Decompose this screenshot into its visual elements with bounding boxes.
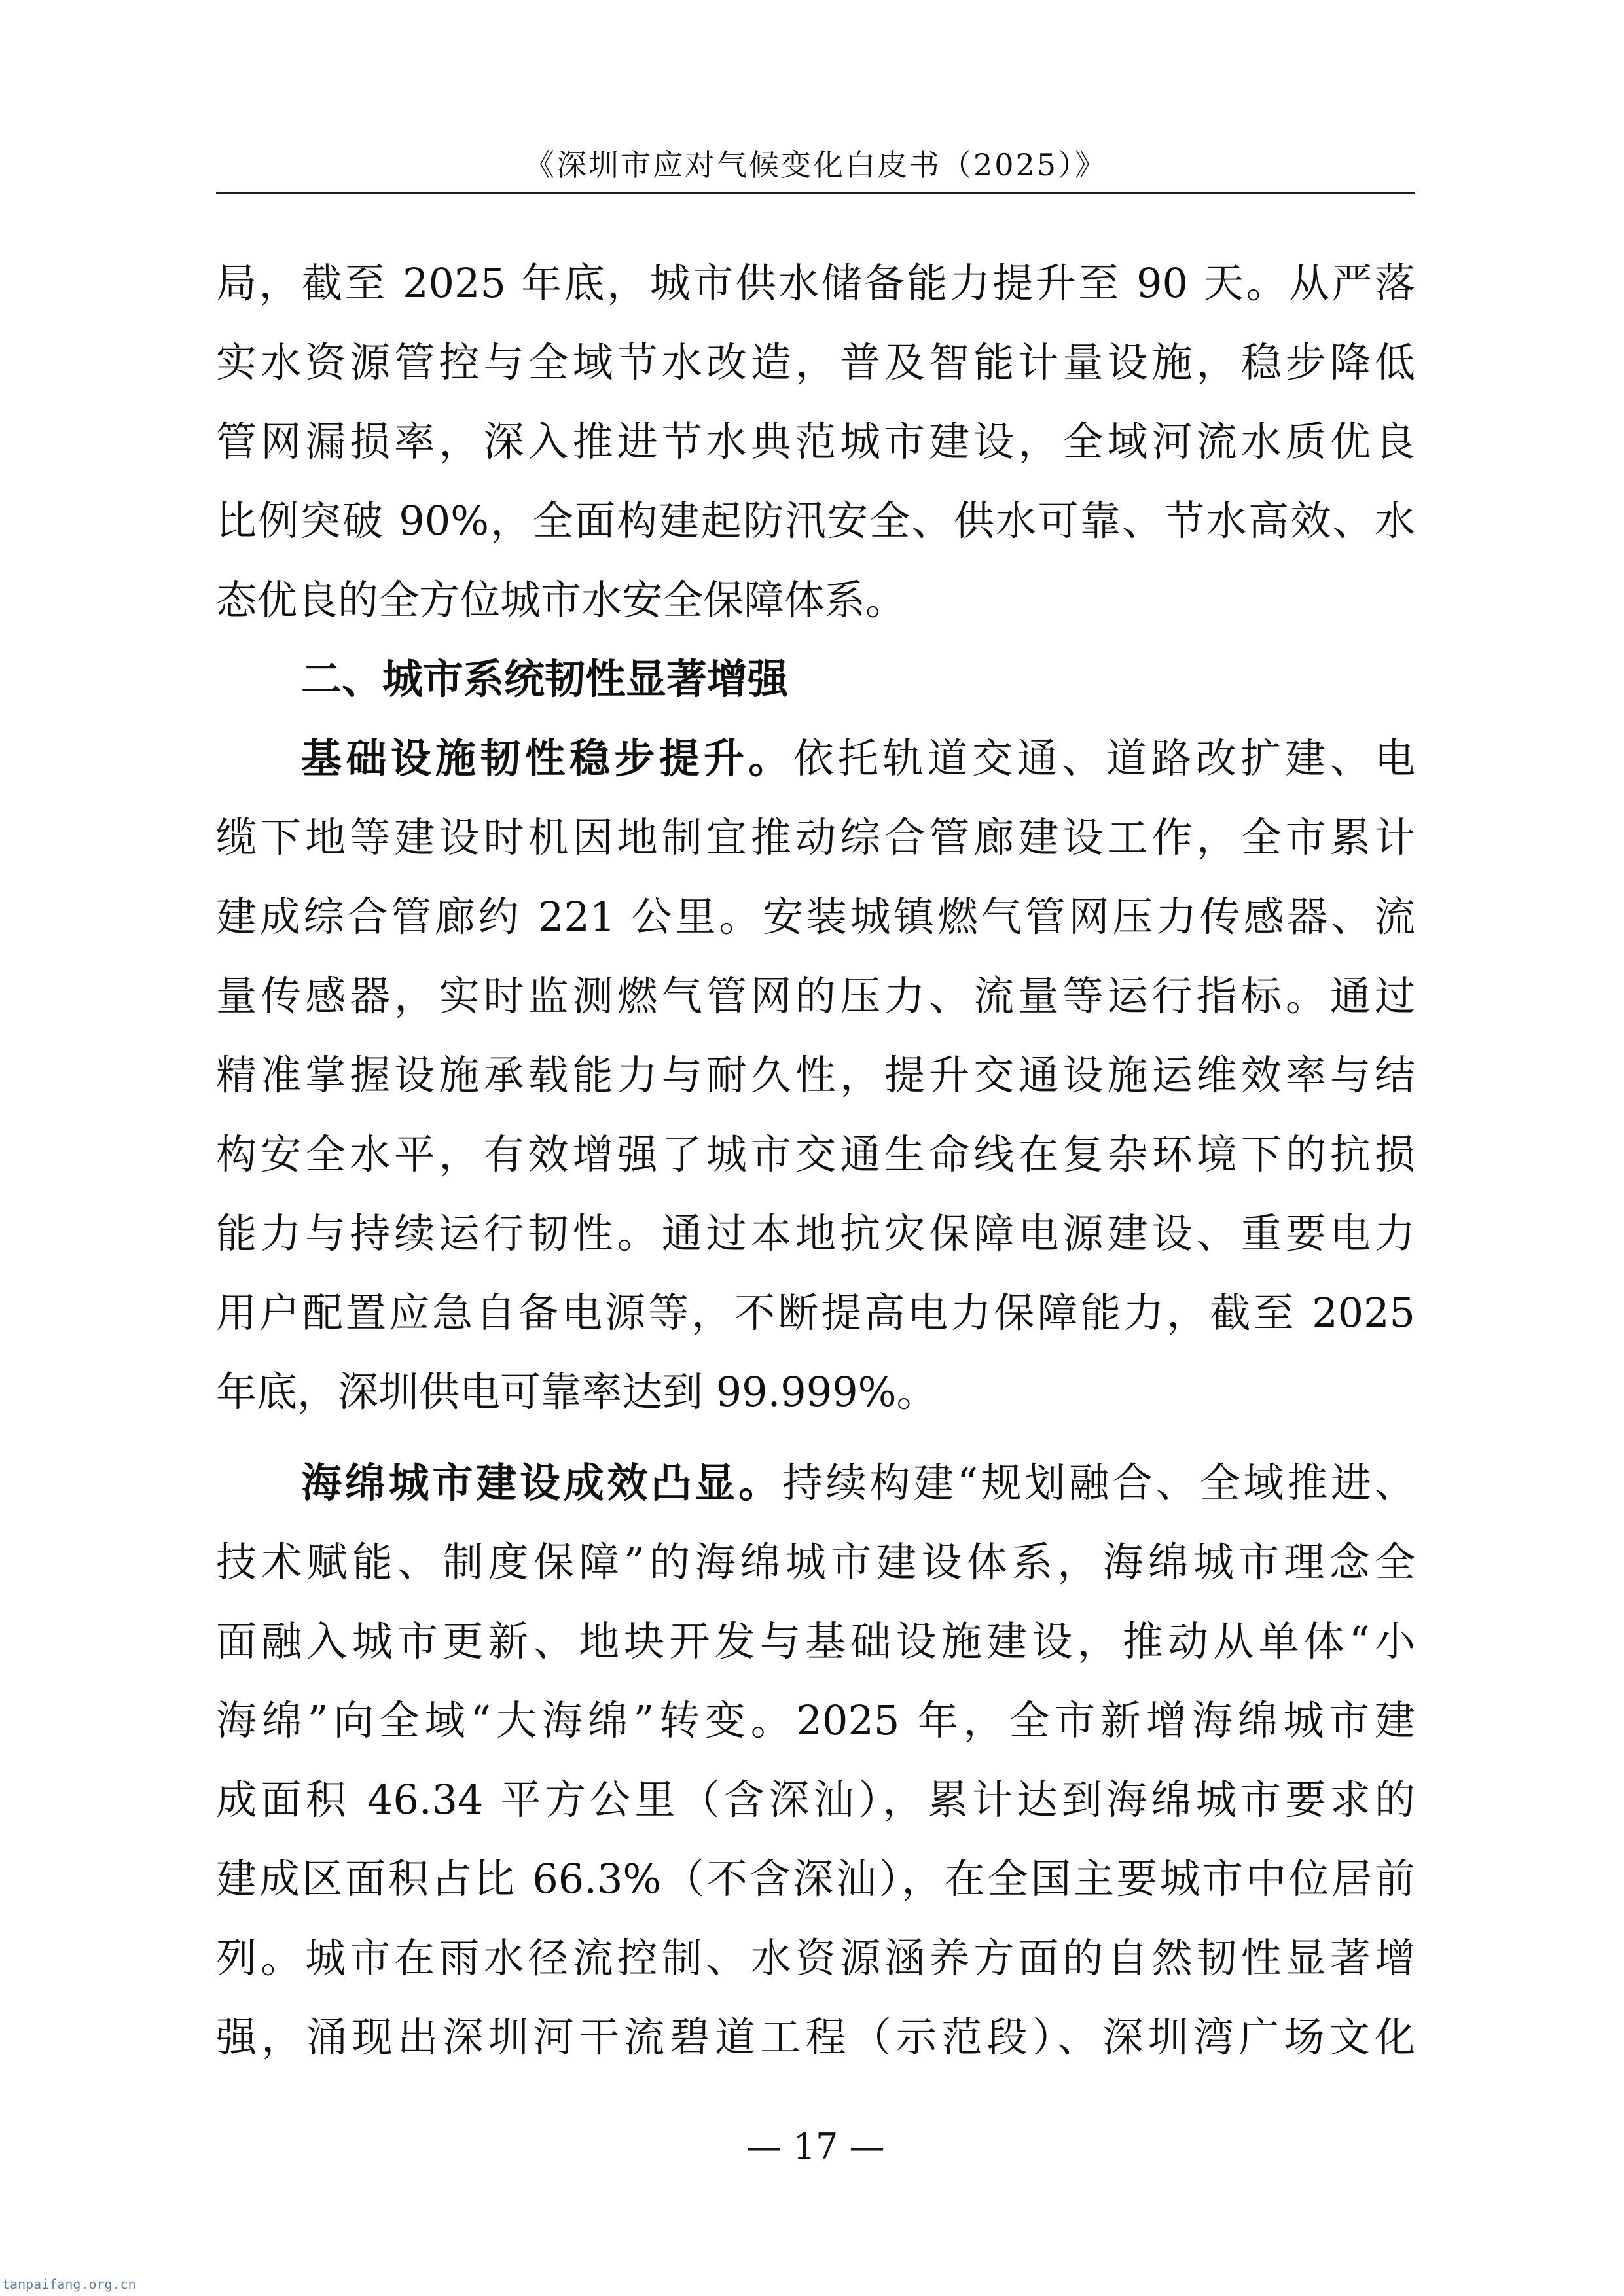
paragraph-3-first-line	[216, 1443, 1415, 1522]
paragraph-2-line: 年底，深圳供电可靠率达到 99.999%。	[216, 1368, 937, 1416]
paragraph-2-lead: 基础设施韧性稳步提升。	[301, 734, 793, 782]
page-number: — 17 —	[746, 2126, 885, 2167]
body-text	[216, 243, 1415, 2077]
paragraph-3-line: 强，涌现出深圳河干流碧道工程（示范段）、深圳湾广场文化	[216, 2013, 1415, 2061]
paragraph-2-line: 建成综合管廊约 221 公里。安装城镇燃气管网压力传感器、流	[216, 893, 1415, 941]
paragraph-2-line: 精准掌握设施承载能力与耐久性，提升交通设施运维效率与结	[216, 1051, 1415, 1099]
paragraph-3-line: 面融入城市更新、地块开发与基础设施建设，推动从单体“小	[216, 1617, 1415, 1665]
source-watermark: tanpaifang.org.cn	[2, 2276, 136, 2292]
paragraph-2-line: 构安全水平，有效增强了城市交通生命线在复杂环境下的抗损	[216, 1130, 1415, 1178]
paragraph-2-line: 用户配置应急自备电源等，不断提高电力保障能力，截至 2025	[216, 1289, 1415, 1336]
paragraph-3-lead: 海绵城市建设成效凸显。	[301, 1459, 782, 1507]
paragraph-1-line: 实水资源管控与全域节水改造，普及智能计量设施，稳步降低	[216, 338, 1415, 386]
paragraph-1-line: 管网漏损率，深入推进节水典范城市建设，全域河流水质优良	[216, 418, 1415, 465]
paragraph-3-line: 技术赋能、制度保障”的海绵城市建设体系，海绵城市理念全	[216, 1538, 1415, 1586]
paragraph-3-line: 建成区面积占比 66.3%（不含深汕），在全国主要城市中位居前	[216, 1855, 1415, 1903]
paragraph-2-line: 量传感器，实时监测燃气管网的压力、流量等运行指标。通过	[216, 972, 1415, 1020]
section-heading: 二、城市系统韧性显著增强	[301, 655, 789, 703]
paragraph-1-line: 局，截至 2025 年底，城市供水储备能力提升至 90 天。从严落	[216, 259, 1415, 307]
running-header-title: 《深圳市应对气候变化白皮书（2025）》	[524, 147, 1108, 183]
paragraph-3-line: 持续构建“规划融合、全域推进、	[782, 1459, 1415, 1507]
paragraph-3-line: 海绵”向全域“大海绵”转变。2025 年，全市新增海绵城市建	[216, 1696, 1415, 1744]
paragraph-3-line: 列。城市在雨水径流控制、水资源涵养方面的自然韧性显著增	[216, 1934, 1415, 1982]
paragraph-1-line: 态优良的全方位城市水安全保障体系。	[216, 576, 907, 624]
paragraph-2-line: 能力与持续运行韧性。通过本地抗灾保障电源建设、重要电力	[216, 1210, 1415, 1257]
paragraph-2-line: 缆下地等建设时机因地制宜推动综合管廊建设工作，全市累计	[216, 814, 1415, 861]
header-divider	[216, 192, 1415, 194]
paragraph-3-line: 成面积 46.34 平方公里（含深汕），累计达到海绵城市要求的	[216, 1776, 1415, 1823]
paragraph-1-line: 比例突破 90%，全面构建起防汛安全、供水可靠、节水高效、水	[216, 497, 1415, 545]
paragraph-2-first-line	[216, 719, 1415, 798]
paragraph-2-line: 依托轨道交通、道路改扩建、电	[793, 734, 1415, 782]
